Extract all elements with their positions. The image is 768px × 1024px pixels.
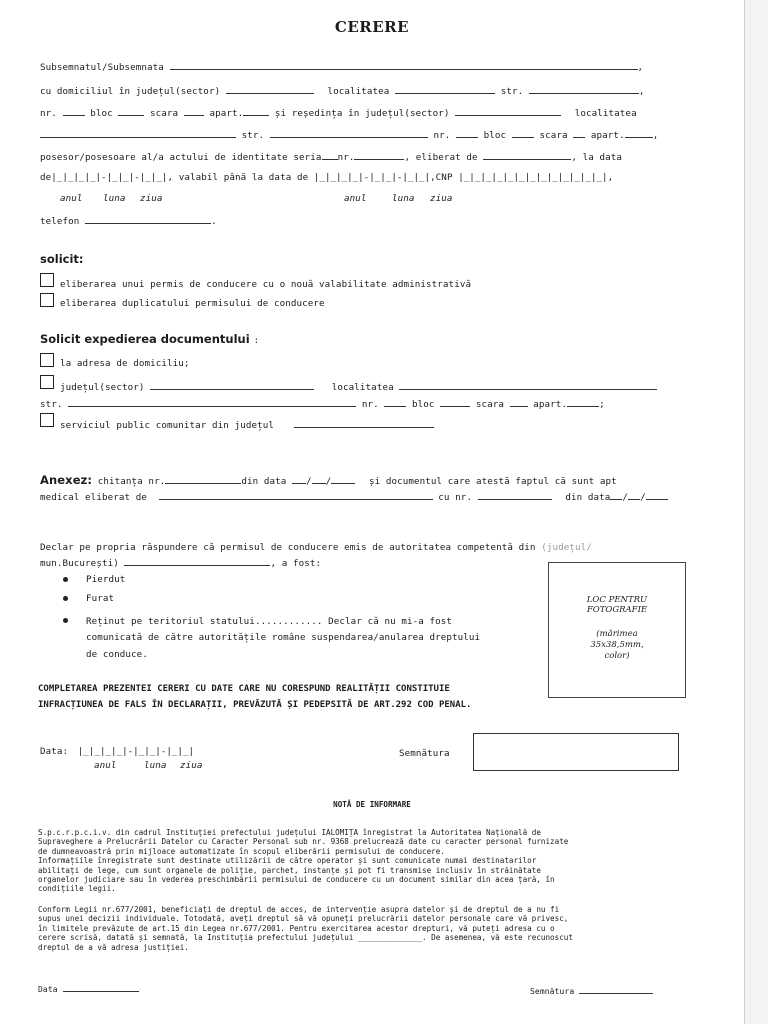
checkbox-duplicat[interactable] (40, 293, 54, 307)
line-telefon (40, 214, 217, 227)
label-la-data: , la data (571, 152, 623, 163)
checkbox-alta-adresa[interactable] (40, 375, 54, 389)
date-sep: / (640, 492, 646, 503)
date-sep: / (306, 476, 312, 487)
label-cu-nr: cu nr. (438, 492, 473, 503)
caption-luna-2: luna (392, 193, 415, 204)
footer-data-label: Data (38, 985, 58, 994)
domiciliu-bloc-field[interactable] (118, 106, 144, 116)
act-seria-field[interactable] (322, 150, 338, 160)
footer-data (38, 983, 139, 994)
label-str-3: str. (40, 399, 63, 410)
date-sep: / (622, 492, 629, 503)
expediere-bloc-field[interactable] (440, 397, 470, 407)
label-localitatea-2: localitatea (574, 108, 637, 119)
label-nr: nr. (40, 108, 57, 119)
line-expediere-adresa (40, 397, 605, 410)
label-localitatea: localitatea (327, 86, 390, 97)
expediere-heading-text: Solicit expedierea documentului (40, 332, 250, 346)
domiciliu-apart-field[interactable] (243, 106, 269, 116)
option-furat[interactable]: Furat (86, 593, 115, 604)
label-nr-3: nr. (337, 152, 355, 163)
warning-line-2: INFRACȚIUNEA DE FALS ÎN DECLARAȚII, PREVĂZUTĂ ȘI PEDEPSITĂ DE ART.292 COD PENAL. (38, 700, 472, 710)
domiciliu-judet-field[interactable] (226, 84, 314, 94)
label-eliberat: , eliberat de (404, 152, 478, 163)
line-resedinta-adresa (40, 128, 658, 141)
option-serviciu-public: serviciul public comunitar din județul (60, 420, 274, 431)
line-name (40, 60, 643, 73)
line-alta-adresa (60, 380, 657, 393)
line-declar-1 (40, 542, 592, 553)
retinut-text-3: de conduce. (86, 649, 148, 660)
label-apart-2: apart. (590, 130, 625, 141)
nota-p2-line: dreptul de a vă adresa justiției. (38, 942, 189, 952)
photo-label-5: color) (604, 651, 630, 661)
chitanta-nr-field[interactable] (165, 474, 241, 484)
solicit-heading: solicit: (40, 252, 84, 266)
photo-label-2: FOTOGRAFIE (586, 605, 648, 615)
declar-afost: , a fost: (270, 558, 322, 569)
domiciliu-str-field[interactable] (529, 84, 639, 94)
punct: ; (599, 399, 605, 410)
nota-p1-line: abilitați de lege, cum sunt organele de poliție, parchet, instanțe și pot fi transmise inclusiv în străinătate (38, 865, 541, 875)
label-nr-2: nr. (433, 130, 451, 141)
label-apart-3: apart. (533, 399, 568, 410)
caption-anul-3: anul (94, 760, 117, 771)
footer-semnatura-field[interactable] (579, 985, 653, 994)
line-medical (40, 490, 668, 503)
telefon-field[interactable] (85, 214, 211, 224)
medical-zi-field[interactable] (610, 490, 622, 500)
line-date-cnp (40, 172, 613, 183)
photo-label-1: LOC PENTRU (586, 595, 648, 605)
photo-label-3: (mărimea (596, 629, 638, 639)
label-bloc-3: bloc (412, 399, 435, 410)
nota-p1-line: Supraveghere a Prelucrării Datelor cu Caracter Personal sub nr. 9368 prelucrează date cu caracter personal furnizate (38, 837, 569, 847)
punct: . (211, 216, 217, 227)
serviciu-judet-field[interactable] (294, 418, 434, 428)
line-declar-2 (40, 556, 321, 569)
label-localitatea-3: localitatea (331, 382, 394, 393)
medical-luna-field[interactable] (628, 490, 640, 500)
option-permis-nou: eliberarea unui permis de conducere cu o nouă valabilitate administrativă (60, 279, 472, 290)
label-din-data-2: din data (565, 492, 611, 503)
resedinta-judet-field[interactable] (455, 106, 561, 116)
resedinta-nr-field[interactable] (456, 128, 478, 138)
punct: , (607, 172, 614, 183)
data-semnare-boxes[interactable]: |_|_|_|_|-|_|_|-|_|_| (77, 746, 194, 757)
option-duplicat: eliberarea duplicatului permisului de conducere (60, 298, 325, 309)
nota-p2-line: supus unei decizii individuale. Totodată, aveți dreptul să vă opuneți prelucrării datelor personale care vă privesc, (38, 914, 569, 924)
domiciliu-localitate-field[interactable] (395, 84, 495, 94)
data-eliberare-boxes[interactable]: |_|_|_|_|-|_|_|-|_|_| (51, 172, 168, 183)
resedinta-localitate-field[interactable] (40, 128, 236, 138)
declar-mun: mun.București) (40, 558, 119, 569)
bullet (63, 618, 68, 623)
caption-ziua-3: ziua (180, 760, 203, 771)
label-judetul: județul(sector) (60, 382, 145, 393)
nota-paragraph-2 (38, 905, 718, 952)
punct: , (652, 130, 659, 141)
label-apart: apart. (209, 108, 244, 119)
punct: : (253, 336, 260, 346)
footer-semnatura (530, 985, 653, 996)
label-subsemnatul: Subsemnatul/Subsemnata (40, 62, 164, 73)
line-adresa-resedinta (40, 106, 637, 119)
chitanta-luna-field[interactable] (312, 474, 326, 484)
nota-p2-line: Conform Legii nr.677/2001, beneficiați de dreptul de acces, de intervenție asupra datelor și de dreptul de a nu fi (38, 905, 560, 914)
retinut-text-2: comunicată de către autoritățile române suspendarea/anularea dreptului (86, 632, 481, 643)
photo-placeholder (548, 562, 686, 698)
chitanta-zi-field[interactable] (292, 474, 306, 484)
data-valabilitate-boxes[interactable]: |_|_|_|_|-|_|_|-|_|_| (313, 172, 431, 183)
nota-p2-line: în limitele prevăzute de art.15 din Legea nr.677/2001. Pentru exercitarea acestor drepturi, vă puteți adresa cu o (38, 923, 555, 933)
domiciliu-scara-field[interactable] (184, 106, 204, 116)
cnp-boxes[interactable]: |_|_|_|_|_|_|_|_|_|_|_|_|_| (458, 172, 608, 183)
resedinta-bloc-field[interactable] (512, 128, 534, 138)
label-nr-4: nr. (361, 399, 379, 410)
name-field[interactable] (170, 60, 638, 70)
checkbox-serviciu-public[interactable] (40, 413, 54, 427)
resedinta-str-field[interactable] (270, 128, 428, 138)
declar-autoritate-field[interactable] (124, 556, 270, 566)
label-scara-2: scara (539, 130, 568, 141)
label-de: de (40, 172, 52, 183)
expediere-str-field[interactable] (68, 397, 356, 407)
option-adresa-domiciliu: la adresa de domiciliu; (60, 358, 190, 369)
bullet (63, 596, 68, 601)
nota-p2-line: cerere scrisă, datată și semnată, la Instituția prefectului județului ______________. De asemenea, vă este recunoscut (38, 933, 573, 943)
label-resedinta: și reședința în județul(sector) (274, 108, 450, 119)
label-bloc: bloc (90, 108, 113, 119)
label-str: str. (500, 86, 524, 97)
page-title: CERERE (334, 18, 410, 36)
caption-luna-1: luna (103, 193, 126, 204)
label-cnp: ,CNP (430, 172, 453, 183)
expediere-heading (40, 332, 259, 346)
caption-ziua-2: ziua (430, 193, 453, 204)
domiciliu-nr-field[interactable] (63, 106, 85, 116)
line-act-identitate (40, 150, 622, 163)
act-eliberat-field[interactable] (483, 150, 571, 160)
footer-semnatura-label: Semnătura (530, 987, 575, 996)
nota-p1-line: Informațiile înregistrate sunt destinate utilizării de către operator și sunt comunicate numai destinatarilor (38, 856, 537, 866)
label-scara-3: scara (475, 399, 504, 410)
checkbox-adresa-domiciliu[interactable] (40, 353, 54, 367)
nota-paragraph-1 (38, 828, 718, 894)
line-domiciliu (40, 84, 645, 97)
photo-label-4: 35x38,5mm, (590, 640, 644, 650)
footer-data-field[interactable] (63, 983, 139, 992)
nota-p1-line: S.p.c.r.p.c.i.v. din cadrul Instituției prefectului județului IALOMIȚA înregistrat la Autoritatea Națională de (38, 828, 541, 837)
declar-text: Declar pe propria răspundere că permisul de conducere emis de autoritatea competentă din (40, 542, 536, 553)
option-pierdut[interactable]: Pierdut (86, 574, 126, 585)
nota-p1-line: de dumneavoastră prin mijloace automatizate în scopul eliberării permisului de conducere. (38, 846, 445, 856)
expediere-apart-field[interactable] (567, 397, 599, 407)
label-din-data: din data (241, 476, 287, 487)
option-retinut[interactable]: Reținut pe teritoriul statului............ Declar că nu mi-a fost (86, 616, 453, 627)
label-bloc-2: bloc (483, 130, 507, 141)
label-chitanta: chitanța nr. (97, 476, 166, 487)
expediere-localitate-field[interactable] (399, 380, 657, 390)
line-data-semnare (40, 746, 194, 757)
line-serviciu-public (60, 418, 434, 431)
checkbox-permis-nou[interactable] (40, 273, 54, 287)
label-semnatura: Semnătura (399, 748, 450, 759)
caption-luna-3: luna (144, 760, 167, 771)
anexez-heading: Anexez: (40, 473, 93, 487)
medical-nr-field[interactable] (478, 490, 552, 500)
caption-anul-1: anul (60, 193, 83, 204)
label-valabil: , valabil până la data de (167, 172, 309, 183)
label-domiciliu: cu domiciliul în județul(sector) (40, 86, 221, 97)
expediere-scara-field[interactable] (510, 397, 528, 407)
caption-anul-2: anul (344, 193, 367, 204)
nota-p1-line: condițiile legii. (38, 884, 116, 894)
expediere-judet-field[interactable] (150, 380, 314, 390)
page-edge (744, 0, 768, 1024)
bullet (63, 577, 68, 582)
label-medical: medical eliberat de (40, 492, 147, 503)
medical-eliberat-field[interactable] (159, 490, 433, 500)
label-telefon: telefon (40, 216, 80, 227)
caption-ziua-1: ziua (140, 193, 163, 204)
resedinta-scara-field[interactable] (573, 128, 585, 138)
warning-line-1: COMPLETAREA PREZENTEI CERERI CU DATE CARE NU CORESPUND REALITĂȚII CONSTITUIE (38, 684, 450, 694)
nota-title: NOTĂ DE INFORMARE (333, 800, 411, 809)
label-document-apt: și documentul care atestă faptul că sunt apt (368, 476, 617, 487)
date-sep: / (325, 476, 332, 487)
declar-judet-hint: (județul/ (541, 542, 592, 553)
label-posesor: posesor/posesoare al/a actului de identitate seria (40, 152, 322, 163)
line-anexez (40, 473, 617, 487)
nota-p1-line: organelor judiciare sau în vederea preschimbării permisului de conducere cu un document similar din acea țară, în (38, 875, 555, 885)
label-str-2: str. (241, 130, 265, 141)
punct: , (637, 62, 644, 73)
label-data: Data: (40, 746, 69, 757)
label-scara: scara (150, 108, 179, 119)
signature-box[interactable] (473, 733, 679, 771)
punct: , (638, 86, 645, 97)
chitanta-an-field[interactable] (331, 474, 355, 484)
medical-an-field[interactable] (646, 490, 668, 500)
expediere-nr-field[interactable] (384, 397, 406, 407)
act-nr-field[interactable] (354, 150, 404, 160)
resedinta-apart-field[interactable] (625, 128, 653, 138)
